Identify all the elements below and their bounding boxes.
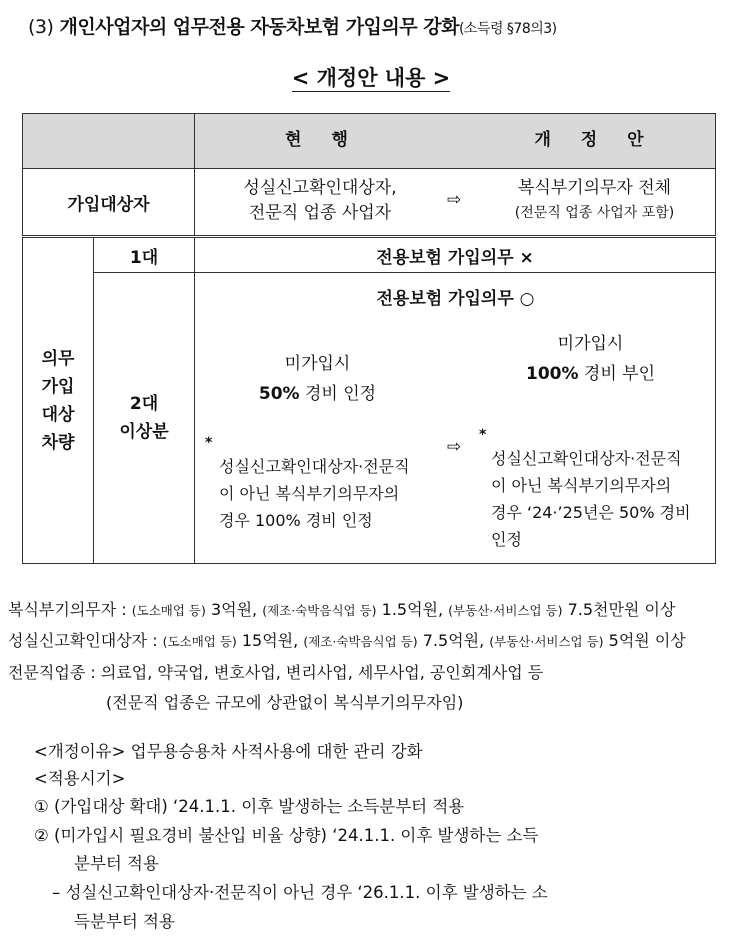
def-bookkeeping-val1: 3억원, <box>205 600 263 619</box>
one-car-value: 전용보험 가입의무 × <box>195 237 716 273</box>
two-cars-current-line1: 미가입시 <box>284 354 351 374</box>
vehicle-label-4: 차량 <box>41 432 75 453</box>
law-reference: (소득령 §78의3) <box>458 21 557 37</box>
def-sincere-cat2: (제조·숙박음식업 등) <box>303 634 418 649</box>
def-bookkeeping-cat3: (부동산·서비스업 등) <box>448 603 563 618</box>
current-note-line1: 성실신고확인대상자·전문직 <box>219 457 410 476</box>
two-cars-arrow: ⇨ <box>447 437 462 457</box>
note-reason: <개정이유> 업무용승용차 사적사용에 대한 관리 강화 <box>34 742 423 761</box>
two-cars-revised-line1: 미가입시 <box>557 334 624 354</box>
two-cars-current-rest: 경비 인정 <box>299 384 377 404</box>
note-item2-line1: ② (미가입시 필요경비 불산입 비율 상향) ‘24.1.1. 이후 발생하는 소득 <box>34 826 539 845</box>
def-sincere-val2: 7.5억원, <box>417 631 490 650</box>
revised-note-line2: 이 아닌 복식부기의무자의 <box>491 476 672 495</box>
subscriber-revised-line1: 복식부기의무자 전체 <box>517 178 672 198</box>
header-current: 현 행 <box>285 130 360 150</box>
subtitle-text: < 개정안 내용 > <box>291 66 451 90</box>
comparison-table <box>22 113 716 564</box>
one-car-label: 1대 <box>94 237 195 273</box>
revised-note-star: * <box>479 427 487 443</box>
current-note-line2: 이 아닌 복식부기의무자의 <box>219 484 400 503</box>
subscriber-current-line1: 성실신고확인대상자, <box>243 178 397 198</box>
subscriber-current-line2: 전문직 업종 사업자 <box>248 203 392 223</box>
def-bookkeeping-cat1: (도소매업 등) <box>131 603 206 618</box>
two-cars-label-line1: 2대 <box>129 394 159 414</box>
def-bookkeeping-label: 복식부기의무자 : <box>8 600 132 619</box>
two-cars-label <box>94 273 195 564</box>
vehicle-label-1: 의무 <box>41 348 75 369</box>
two-cars-revised <box>465 329 716 389</box>
two-cars-top: 전용보험 가입의무 ○ <box>376 289 535 309</box>
note-item1: ① (가입대상 확대) ‘24.1.1. 이후 발생하는 소득분부터 적용 <box>34 797 465 816</box>
section-title: 개인사업자의 업무전용 자동차보험 가입의무 강화 <box>59 16 459 38</box>
vehicle-label <box>23 237 94 564</box>
header-revised: 개 정 안 <box>534 130 656 150</box>
revised-note-line1: 성실신고확인대상자·전문직 <box>491 449 682 468</box>
note-item3-line2: 득분부터 적용 <box>74 912 175 931</box>
header-blank <box>23 114 195 169</box>
page-subtitle <box>0 62 742 92</box>
def-bookkeeping <box>8 597 675 620</box>
two-cars-revised-rest: 경비 부인 <box>578 364 656 384</box>
def-bookkeeping-val3: 7.5천만원 이상 <box>562 600 676 619</box>
two-cars-current <box>195 349 440 409</box>
current-note-line3: 경우 100% 경비 인정 <box>219 511 373 530</box>
revised-note-line4: 인정 <box>491 530 522 549</box>
subscriber-label: 가입대상자 <box>23 169 195 237</box>
def-sincere-label: 성실신고확인대상자 : <box>8 631 163 650</box>
subscriber-revised-line2: (전문직 업종 사업자 포함) <box>514 205 675 221</box>
def-sincere-val1: 15억원, <box>236 631 304 650</box>
revised-note <box>491 445 691 553</box>
header-row <box>195 114 716 169</box>
def-sincere <box>8 628 686 651</box>
subscriber-cell <box>195 169 716 237</box>
note-timing: <적용시기> <box>34 769 126 788</box>
section-number: (3) <box>28 16 54 38</box>
def-professional: 전문직업종 : 의료업, 약국업, 변호사업, 변리사업, 세무사업, 공인회계사업 등 <box>8 663 544 682</box>
def-bookkeeping-val2: 1.5억원, <box>376 600 449 619</box>
vehicle-label-3: 대상 <box>41 404 75 425</box>
two-cars-cell <box>195 273 716 564</box>
subscriber-current <box>195 176 445 226</box>
note-item2-line2: 분부터 적용 <box>74 854 159 873</box>
subscriber-arrow: ⇨ <box>447 190 462 210</box>
current-note-star: * <box>205 435 213 451</box>
def-sincere-cat3: (부동산·서비스업 등) <box>489 634 604 649</box>
two-cars-current-pct: 50% <box>258 384 300 404</box>
subscriber-revised <box>473 176 716 226</box>
def-professional-note: (전문직 업종은 규모에 상관없이 복식부기의무자임) <box>106 693 464 712</box>
current-note <box>219 453 410 534</box>
section-heading <box>28 12 557 39</box>
vehicle-label-2: 가입 <box>41 376 75 397</box>
note-item3-line1: – 성실신고확인대상자·전문직이 아닌 경우 ‘26.1.1. 이후 발생하는 소 <box>52 883 548 902</box>
two-cars-label-line2: 이상분 <box>119 422 169 442</box>
two-cars-revised-line2 <box>465 359 716 389</box>
def-sincere-cat1: (도소매업 등) <box>162 634 237 649</box>
def-sincere-val3: 5억원 이상 <box>603 631 686 650</box>
two-cars-current-line2 <box>195 379 440 409</box>
revised-note-line3: 경우 ‘24·’25년은 50% 경비 <box>491 503 691 522</box>
two-cars-revised-pct: 100% <box>525 364 579 384</box>
def-bookkeeping-cat2: (제조·숙박음식업 등) <box>262 603 377 618</box>
